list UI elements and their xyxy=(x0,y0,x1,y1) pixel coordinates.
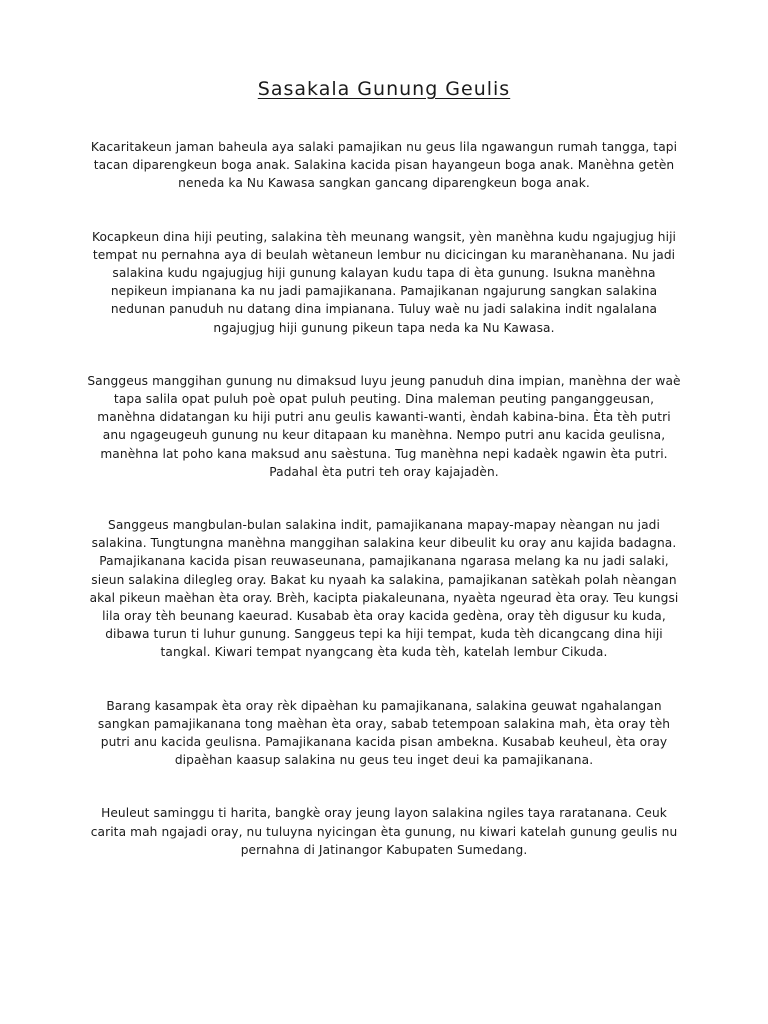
document-title: Sasakala Gunung Geulis xyxy=(257,78,511,100)
document-body xyxy=(87,138,681,859)
paragraph-3: Sanggeus manggihan gunung nu dimaksud luyu jeung panuduh dina impian, manèhna der waè tapa salila opat puluh poè opat puluh peuting. Dina maleman peuting panganggeusan, manèhna didatangan ku hiji putri anu geulis kawanti-wanti, èndah kabina-bina. Èta tèh putri anu ngageugeuh gunung nu keur ditapaan ku manèhna. Nempo putri anu kacida geulisna, manèhna lat poho kana maksud anu saèstuna. Tug manèhna nepi kadaèk ngawin èta putri. Padahal èta putri teh oray kajajadèn. xyxy=(87,373,681,479)
paragraph-5: Barang kasampak èta oray rèk dipaèhan ku pamajikanana, salakina geuwat ngahalangan sangkan pamajikanana tong maèhan èta oray, sabab tetempoan salakina mah, èta oray tèh putri anu kacida geulisna. Pamajikanana kacida pisan ambekna. Kusabab keuheul, èta oray dipaèhan kaasup salakina nu geus teu inget deui ka pamajikanana. xyxy=(97,698,671,768)
paragraph-6: Heuleut saminggu ti harita, bangkè oray jeung layon salakina ngiles taya raratanana. Ceuk carita mah ngajadi oray, nu tuluyna nyicingan èta gunung, nu kiwari katelah gunung geulis nu pernahna di Jatinangor Kabupaten Sumedang. xyxy=(90,806,678,857)
paragraph-1: Kacaritakeun jaman baheula aya salaki pamajikan nu geus lila ngawangun rumah tangga, tapi tacan diparengkeun boga anak. Salakina kacida pisan hayangeun boga anak. Manèhna getèn neneda ka Nu Kawasa sangkan gancang diparengkeun boga anak. xyxy=(90,140,678,191)
paragraph-2: Kocapkeun dina hiji peuting, salakina tèh meunang wangsit, yèn manèhna kudu ngajugjug hiji tempat nu pernahna aya di beulah wètaneun lembur nu dicicingan ku maranèhanana. Nu jadi salakina kudu ngajugjug hiji gunung kalayan kudu tapa di èta gunung. Isukna manèhna nepikeun impianana ka nu jadi pamajikanana. Pamajikanan ngajurung sangkan salakina nedunan panuduh nu datang dina impianana. Tuluy waè nu jadi salakina indit ngalalana ngajugjug hiji gunung pikeun tapa neda ka Nu Kawasa. xyxy=(91,229,677,335)
paragraph-4: Sanggeus mangbulan-bulan salakina indit, pamajikanana mapay-mapay nèangan nu jadi salakina. Tungtungna manèhna manggihan salakina keur dibeulit ku oray anu kajida badagna. Pamajikanana kacida pisan reuwaseunana, pamajikanana ngarasa melang ka nu jadi salaki, sieun salakina dilegleg oray. Bakat ku nyaah ka salakina, pamajikanan satèkah polah nèangan akal pikeun maèhan èta oray. Brèh, kacipta piakaleunana, nyaèta ngeurad èta oray. Teu kungsi lila oray tèh beunang kaeurad. Kusabab èta oray kacida gedèna, oray tèh digusur ku kuda, dibawa turun ti luhur gunung. Sanggeus tepi ka hiji tempat, kuda tèh dicangcang dina hiji tangkal. Kiwari tempat nyangcang èta kuda tèh, katelah lembur Cikuda. xyxy=(89,518,679,660)
